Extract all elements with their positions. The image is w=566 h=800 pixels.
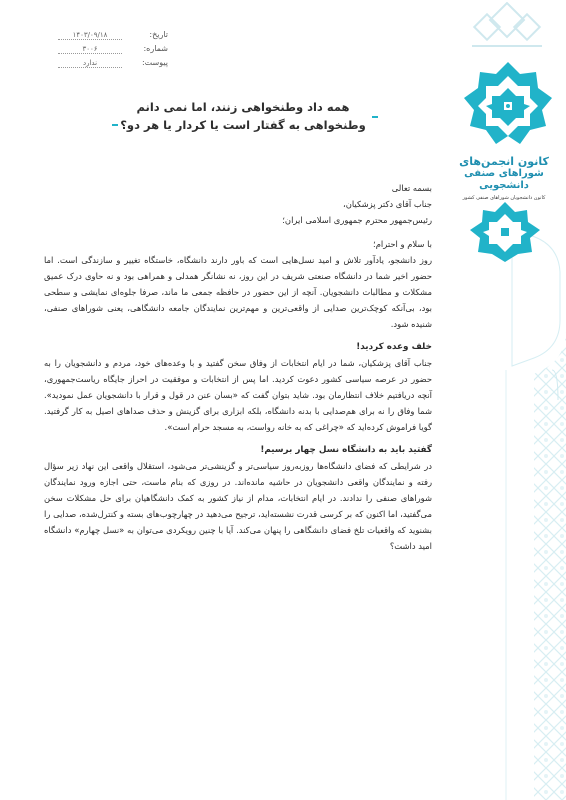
- section-heading-2: گفتید باید به دانشگاه نسل چهار برسیم!: [260, 445, 432, 455]
- salutation-line-2: جناب آقای دکتر پزشکیان،: [343, 199, 432, 209]
- salutation-line-3: رئیس‌جمهور محترم جمهوری اسلامی ایران؛: [282, 215, 432, 225]
- letter-body: [44, 180, 432, 554]
- number-value: ۳۰۰۶: [58, 45, 122, 54]
- paragraph-2: جناب آقای پزشکیان، شما در ایام انتخابات از وفاق سخن گفتید و با وعده‌های خود، مردم و دانشجویان را به حضور در عرصه سیاسی کشور دعوت کردید. اما پس از انتخابات و موفقیت در احراز جایگاه ریاست‌جمهوری، آنچه دریافتیم خلاف انتظارمان بود. شاید بتوان گفت که «بسان عنن در قول و قرار با دانشجویان عمل نمودید». شما وفاق را نه برای هم‌صدایی با بدنه دانشگاه، بلکه ابزاری برای گزینش و حذف صداهای اصیل به کار گرفتید. گویا فراموش کرده‌اید که «چراغی که به خانه رواست، به مسجد حرام است».: [44, 358, 432, 432]
- salutation-block: [44, 180, 432, 228]
- headline-quote: [118, 98, 368, 134]
- attachment-value: ندارد: [58, 59, 122, 68]
- logo-line-2: شوراهای صنفی دانشجویی: [464, 168, 544, 191]
- paragraph-1: روز دانشجو، یادآور تلاش و امید نسل‌هایی است که باور دارند دانشگاه، خاستگاه تغییر و سازندگی است. اما حضور اخیر شما در دانشگاه صنعتی شریف در این روز، نه نشانگر همدلی و همراهی بود و نه حاوی درک عمیق مشکلات و مطالبات دانشجویان. آنچه از این حضور در حافظه جمعی ما ماند، صرفا جلوه‌ای نمایشی و سطحی بود، بی‌آنکه کوچک‌ترین صدایی از واقعی‌ترین و مهم‌ترین نمایندگان جامعه دانشگاهی، یعنی شوراهای صنفی، شنیده شود.: [44, 255, 432, 329]
- lower-ornament-icon: [460, 200, 550, 264]
- letter-metadata: [58, 30, 168, 72]
- headline-line-1: همه داد وطنخواهی زنند، اما نمی دانم: [136, 100, 350, 114]
- salutation-line-1: بسمه تعالی: [391, 183, 432, 193]
- logo-tagline: کانون دانشجویان شوراهای صنفی کشور: [462, 195, 546, 201]
- number-row: [58, 44, 168, 58]
- section-heading-1: خلف وعده کردید!: [356, 342, 432, 352]
- date-label: تاریخ:: [149, 30, 168, 39]
- attachment-label: پیوست:: [141, 58, 168, 67]
- paragraph-3: در شرایطی که فضای دانشگاه‌ها روزبه‌روز سیاسی‌تر و گزینشی‌تر می‌شود، استقلال واقعی این نهاد زیر سؤال رفته و نمایندگان واقعی دانشجویان در حاشیه مانده‌اند. در روزی که بنام ماست، حتی اجازه ورود نمایندگان شوراهای صنفی را ندادند. در ایام انتخابات، مدام از نیاز کشور به کمک دانشگاهیان برای حل مشکلات سخن می‌گفتید، اما اکنون که بر کرسی قدرت نشسته‌اید، ترجیح می‌دهید در چهارچوب‌های بسته و کنترل‌شده، صدایی را بشنوید که واقعیات تلخ فضای دانشگاهی را پنهان می‌کند. آیا با چنین رویکردی می‌توان به «نسل چهارم» دانشگاه امید داشت؟: [44, 461, 432, 551]
- logo-line-1: کانون انجمن‌های: [459, 155, 549, 168]
- greeting: با سلام و احترام؛: [373, 239, 432, 249]
- top-ornament-icon: [468, 2, 546, 56]
- organization-logo-text: [456, 155, 552, 202]
- headline-line-2: وطنخواهی به گفتار است یا کردار یا هر دو؟: [120, 118, 366, 132]
- attachment-row: [58, 58, 168, 72]
- headline-dash-right: [372, 116, 378, 118]
- date-value: ۱۴۰۳/۰۹/۱۸: [58, 31, 122, 40]
- number-label: شماره:: [143, 44, 168, 53]
- emblem-icon: [458, 58, 558, 154]
- date-row: [58, 30, 168, 44]
